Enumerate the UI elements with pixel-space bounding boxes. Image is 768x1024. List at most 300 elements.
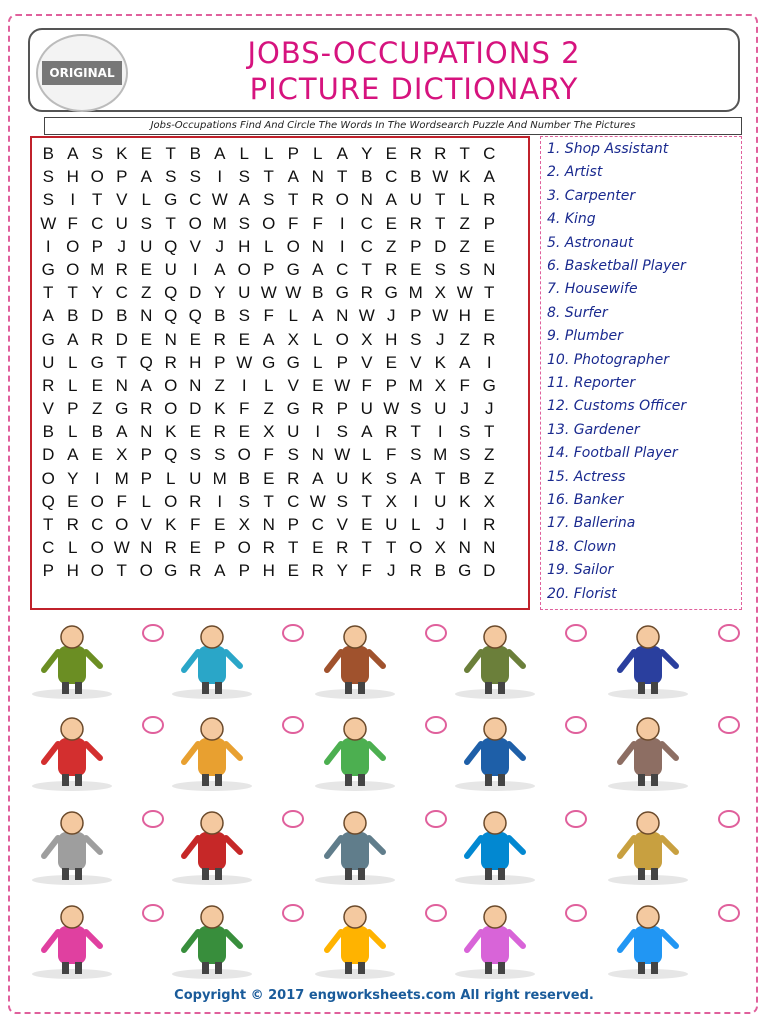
number-bubble[interactable] xyxy=(565,904,587,922)
number-bubble[interactable] xyxy=(142,624,164,642)
grid-letter[interactable]: C xyxy=(91,515,104,534)
grid-letter[interactable]: E xyxy=(287,561,299,581)
grid-letter[interactable]: G xyxy=(164,190,178,210)
grid-letter[interactable]: J xyxy=(436,329,445,349)
grid-letter[interactable]: E xyxy=(189,422,201,442)
grid-letter[interactable]: A xyxy=(287,167,299,187)
grid-letter[interactable]: V xyxy=(116,190,128,210)
grid-letter[interactable]: C xyxy=(311,515,324,534)
grid-letter[interactable]: V xyxy=(361,352,373,372)
grid-letter[interactable]: K xyxy=(361,468,373,488)
grid-letter[interactable]: R xyxy=(189,561,202,581)
grid-letter[interactable]: G xyxy=(286,352,300,372)
grid-letter[interactable]: T xyxy=(459,144,470,163)
grid-letter[interactable]: C xyxy=(91,213,104,233)
grid-letter[interactable]: A xyxy=(42,306,54,326)
grid-letter[interactable]: I xyxy=(217,491,223,511)
grid-letter[interactable]: T xyxy=(92,190,103,210)
grid-letter[interactable]: S xyxy=(189,167,201,187)
grid-letter[interactable]: O xyxy=(90,491,104,511)
grid-letter[interactable]: T xyxy=(361,538,372,558)
grid-letter[interactable]: Q xyxy=(41,491,55,511)
grid-letter[interactable]: R xyxy=(385,422,398,442)
grid-letter[interactable]: L xyxy=(68,422,78,442)
grid-letter[interactable]: X xyxy=(238,515,250,534)
grid-letter[interactable]: R xyxy=(483,190,496,210)
grid-letter[interactable]: L xyxy=(68,375,78,395)
grid-letter[interactable]: M xyxy=(212,213,227,233)
grid-letter[interactable]: R xyxy=(360,283,373,303)
grid-letter[interactable]: F xyxy=(361,561,372,581)
grid-letter[interactable]: L xyxy=(68,352,78,372)
grid-letter[interactable]: S xyxy=(410,399,422,419)
grid-letter[interactable]: K xyxy=(459,167,471,187)
grid-letter[interactable]: E xyxy=(67,491,79,511)
grid-letter[interactable]: W xyxy=(432,306,449,326)
grid-letter[interactable]: H xyxy=(238,236,251,256)
number-bubble[interactable] xyxy=(425,904,447,922)
grid-letter[interactable]: U xyxy=(360,399,373,419)
grid-letter[interactable]: R xyxy=(66,515,79,534)
grid-letter[interactable]: R xyxy=(434,144,447,163)
grid-letter[interactable]: L xyxy=(313,144,323,163)
grid-letter[interactable]: T xyxy=(337,167,348,187)
grid-letter[interactable]: T xyxy=(484,422,495,442)
grid-letter[interactable]: I xyxy=(486,352,492,372)
grid-letter[interactable]: R xyxy=(311,190,324,210)
grid-letter[interactable]: B xyxy=(410,167,422,187)
grid-letter[interactable]: R xyxy=(483,329,496,349)
grid-letter[interactable]: Z xyxy=(386,236,397,256)
grid-letter[interactable]: U xyxy=(140,236,153,256)
grid-letter[interactable]: U xyxy=(115,213,128,233)
grid-letter[interactable]: W xyxy=(456,283,473,303)
grid-letter[interactable]: O xyxy=(262,213,276,233)
grid-letter[interactable]: T xyxy=(288,538,299,558)
grid-letter[interactable]: E xyxy=(385,352,397,372)
grid-letter[interactable]: N xyxy=(164,329,177,349)
number-bubble[interactable] xyxy=(718,904,740,922)
grid-letter[interactable]: J xyxy=(215,236,224,256)
grid-letter[interactable]: X xyxy=(483,491,495,511)
grid-letter[interactable]: C xyxy=(287,491,300,511)
grid-letter[interactable]: F xyxy=(361,375,372,395)
grid-letter[interactable]: I xyxy=(315,422,321,442)
grid-letter[interactable]: W xyxy=(285,283,302,303)
grid-letter[interactable]: A xyxy=(67,144,79,163)
grid-letter[interactable]: G xyxy=(41,259,55,279)
grid-letter[interactable]: L xyxy=(264,375,274,395)
grid-letter[interactable]: R xyxy=(409,144,422,163)
grid-letter[interactable]: R xyxy=(213,329,226,349)
grid-letter[interactable]: S xyxy=(459,422,471,442)
grid-letter[interactable]: S xyxy=(410,329,422,349)
grid-letter[interactable]: E xyxy=(140,329,152,349)
grid-letter[interactable]: X xyxy=(385,491,397,511)
grid-letter[interactable]: B xyxy=(91,422,103,442)
grid-letter[interactable]: R xyxy=(311,399,324,419)
grid-letter[interactable]: L xyxy=(141,190,151,210)
grid-letter[interactable]: H xyxy=(66,167,79,187)
grid-letter[interactable]: S xyxy=(459,445,471,465)
grid-letter[interactable]: S xyxy=(214,445,226,465)
grid-letter[interactable]: B xyxy=(42,422,54,442)
grid-letter[interactable]: V xyxy=(287,375,299,395)
grid-letter[interactable]: U xyxy=(434,491,447,511)
grid-letter[interactable]: Q xyxy=(139,352,153,372)
grid-letter[interactable]: P xyxy=(116,167,128,187)
grid-letter[interactable]: F xyxy=(67,213,78,233)
grid-letter[interactable]: I xyxy=(70,190,76,210)
grid-letter[interactable]: C xyxy=(360,236,373,256)
grid-letter[interactable]: R xyxy=(115,259,128,279)
grid-letter[interactable]: P xyxy=(42,561,54,581)
grid-letter[interactable]: P xyxy=(91,236,103,256)
grid-letter[interactable]: O xyxy=(237,538,251,558)
grid-letter[interactable]: E xyxy=(91,375,103,395)
grid-letter[interactable]: A xyxy=(312,306,324,326)
grid-letter[interactable]: D xyxy=(434,236,447,256)
grid-letter[interactable]: D xyxy=(115,329,128,349)
grid-letter[interactable]: S xyxy=(434,259,446,279)
grid-letter[interactable]: O xyxy=(90,561,104,581)
grid-letter[interactable]: H xyxy=(385,329,398,349)
grid-letter[interactable]: S xyxy=(91,144,103,163)
grid-letter[interactable]: T xyxy=(435,468,446,488)
grid-letter[interactable]: O xyxy=(237,445,251,465)
grid-letter[interactable]: L xyxy=(362,445,372,465)
number-bubble[interactable] xyxy=(718,810,740,828)
grid-letter[interactable]: E xyxy=(189,538,201,558)
grid-letter[interactable]: G xyxy=(482,375,496,395)
grid-letter[interactable]: J xyxy=(387,561,396,581)
grid-letter[interactable]: N xyxy=(483,259,496,279)
grid-letter[interactable]: B xyxy=(434,561,446,581)
grid-letter[interactable]: G xyxy=(286,259,300,279)
grid-letter[interactable]: L xyxy=(313,329,323,349)
grid-letter[interactable]: B xyxy=(189,144,201,163)
grid-letter[interactable]: W xyxy=(358,306,375,326)
grid-letter[interactable]: Y xyxy=(361,144,373,163)
grid-letter[interactable]: Z xyxy=(459,329,470,349)
number-bubble[interactable] xyxy=(718,716,740,734)
grid-letter[interactable]: O xyxy=(286,236,300,256)
grid-letter[interactable]: M xyxy=(114,468,129,488)
grid-letter[interactable]: D xyxy=(189,399,202,419)
grid-letter[interactable]: A xyxy=(459,352,471,372)
grid-letter[interactable]: F xyxy=(190,515,201,534)
grid-letter[interactable]: T xyxy=(435,213,446,233)
grid-letter[interactable]: W xyxy=(113,538,130,558)
grid-letter[interactable]: G xyxy=(90,352,104,372)
grid-letter[interactable]: G xyxy=(384,283,398,303)
grid-letter[interactable]: B xyxy=(312,283,324,303)
grid-letter[interactable]: P xyxy=(287,515,299,534)
grid-letter[interactable]: O xyxy=(164,491,178,511)
grid-letter[interactable]: X xyxy=(116,445,128,465)
grid-letter[interactable]: B xyxy=(238,468,250,488)
grid-letter[interactable]: T xyxy=(43,515,54,534)
grid-letter[interactable]: O xyxy=(90,167,104,187)
grid-letter[interactable]: N xyxy=(262,515,275,534)
grid-letter[interactable]: Z xyxy=(92,399,103,419)
grid-letter[interactable]: I xyxy=(437,422,443,442)
grid-letter[interactable]: O xyxy=(164,375,178,395)
grid-letter[interactable]: E xyxy=(385,213,397,233)
grid-letter[interactable]: S xyxy=(459,259,471,279)
grid-letter[interactable]: H xyxy=(458,306,471,326)
grid-letter[interactable]: W xyxy=(432,167,449,187)
grid-letter[interactable]: C xyxy=(336,259,349,279)
grid-letter[interactable]: O xyxy=(335,329,349,349)
grid-letter[interactable]: V xyxy=(336,515,348,534)
grid-letter[interactable]: S xyxy=(385,468,397,488)
grid-letter[interactable]: L xyxy=(264,236,274,256)
grid-letter[interactable]: N xyxy=(336,306,349,326)
grid-letter[interactable]: L xyxy=(141,491,151,511)
grid-letter[interactable]: T xyxy=(43,283,54,303)
grid-letter[interactable]: E xyxy=(263,468,275,488)
grid-letter[interactable]: T xyxy=(165,144,176,163)
grid-letter[interactable]: A xyxy=(214,561,226,581)
number-bubble[interactable] xyxy=(142,904,164,922)
number-bubble[interactable] xyxy=(282,904,304,922)
grid-letter[interactable]: M xyxy=(212,468,227,488)
grid-letter[interactable]: V xyxy=(140,515,152,534)
grid-letter[interactable]: R xyxy=(385,259,398,279)
grid-letter[interactable]: E xyxy=(189,329,201,349)
grid-letter[interactable]: I xyxy=(462,515,468,534)
grid-letter[interactable]: N xyxy=(140,306,153,326)
grid-letter[interactable]: A xyxy=(116,422,128,442)
grid-letter[interactable]: I xyxy=(45,236,51,256)
number-bubble[interactable] xyxy=(425,716,447,734)
grid-letter[interactable]: R xyxy=(189,491,202,511)
grid-letter[interactable]: K xyxy=(116,144,128,163)
grid-letter[interactable]: L xyxy=(460,190,470,210)
grid-letter[interactable]: T xyxy=(263,167,274,187)
grid-letter[interactable]: Q xyxy=(188,306,202,326)
grid-letter[interactable]: Z xyxy=(484,445,495,465)
grid-letter[interactable]: C xyxy=(483,144,496,163)
grid-letter[interactable]: T xyxy=(263,491,274,511)
grid-letter[interactable]: B xyxy=(459,468,471,488)
grid-letter[interactable]: E xyxy=(312,538,324,558)
grid-letter[interactable]: U xyxy=(336,468,349,488)
grid-letter[interactable]: O xyxy=(237,259,251,279)
grid-letter[interactable]: E xyxy=(238,329,250,349)
number-bubble[interactable] xyxy=(425,810,447,828)
grid-letter[interactable]: T xyxy=(165,213,176,233)
grid-letter[interactable]: N xyxy=(458,538,471,558)
grid-letter[interactable]: F xyxy=(263,445,274,465)
grid-letter[interactable]: A xyxy=(238,190,250,210)
grid-letter[interactable]: E xyxy=(140,259,152,279)
number-bubble[interactable] xyxy=(282,624,304,642)
grid-letter[interactable]: O xyxy=(66,236,80,256)
grid-letter[interactable]: Z xyxy=(214,375,225,395)
grid-letter[interactable]: T xyxy=(361,491,372,511)
grid-letter[interactable]: Q xyxy=(164,283,178,303)
grid-letter[interactable]: Z xyxy=(263,399,274,419)
grid-letter[interactable]: F xyxy=(288,213,299,233)
grid-letter[interactable]: A xyxy=(67,445,79,465)
grid-letter[interactable]: T xyxy=(288,190,299,210)
grid-letter[interactable]: L xyxy=(166,468,176,488)
grid-letter[interactable]: B xyxy=(67,306,79,326)
grid-letter[interactable]: X xyxy=(361,329,373,349)
grid-letter[interactable]: F xyxy=(459,375,470,395)
grid-letter[interactable]: P xyxy=(238,561,250,581)
grid-letter[interactable]: L xyxy=(264,144,274,163)
grid-letter[interactable]: N xyxy=(189,375,202,395)
grid-letter[interactable]: R xyxy=(409,561,422,581)
grid-letter[interactable]: L xyxy=(68,538,78,558)
grid-letter[interactable]: S xyxy=(287,445,299,465)
grid-letter[interactable]: R xyxy=(409,213,422,233)
grid-letter[interactable]: G xyxy=(164,561,178,581)
grid-letter[interactable]: R xyxy=(42,375,55,395)
grid-letter[interactable]: T xyxy=(116,352,127,372)
grid-letter[interactable]: R xyxy=(164,352,177,372)
grid-letter[interactable]: F xyxy=(239,399,250,419)
grid-letter[interactable]: S xyxy=(42,190,54,210)
grid-letter[interactable]: V xyxy=(410,352,422,372)
grid-letter[interactable]: E xyxy=(483,306,495,326)
number-bubble[interactable] xyxy=(282,810,304,828)
grid-letter[interactable]: A xyxy=(361,422,373,442)
grid-letter[interactable]: C xyxy=(189,190,202,210)
grid-letter[interactable]: J xyxy=(485,399,494,419)
number-bubble[interactable] xyxy=(718,624,740,642)
grid-letter[interactable]: B xyxy=(42,144,54,163)
grid-letter[interactable]: S xyxy=(165,167,177,187)
grid-letter[interactable]: W xyxy=(383,399,400,419)
grid-letter[interactable]: S xyxy=(410,445,422,465)
grid-letter[interactable]: A xyxy=(410,468,422,488)
grid-letter[interactable]: S xyxy=(336,491,348,511)
grid-letter[interactable]: C xyxy=(360,213,373,233)
grid-letter[interactable]: P xyxy=(140,445,152,465)
grid-letter[interactable]: S xyxy=(336,422,348,442)
grid-letter[interactable]: K xyxy=(434,352,446,372)
grid-letter[interactable]: O xyxy=(335,190,349,210)
grid-letter[interactable]: N xyxy=(140,422,153,442)
grid-letter[interactable]: M xyxy=(433,445,448,465)
grid-letter[interactable]: F xyxy=(386,445,397,465)
grid-letter[interactable]: O xyxy=(41,468,55,488)
grid-letter[interactable]: A xyxy=(385,190,397,210)
grid-letter[interactable]: I xyxy=(339,213,345,233)
grid-letter[interactable]: E xyxy=(361,515,373,534)
grid-letter[interactable]: R xyxy=(164,538,177,558)
grid-letter[interactable]: A xyxy=(140,375,152,395)
grid-letter[interactable]: S xyxy=(140,213,152,233)
number-bubble[interactable] xyxy=(565,624,587,642)
grid-letter[interactable]: N xyxy=(311,445,324,465)
grid-letter[interactable]: G xyxy=(262,352,276,372)
grid-letter[interactable]: W xyxy=(309,491,326,511)
grid-letter[interactable]: I xyxy=(339,236,345,256)
grid-letter[interactable]: H xyxy=(262,561,275,581)
grid-letter[interactable]: R xyxy=(140,399,153,419)
grid-letter[interactable]: T xyxy=(410,422,421,442)
grid-letter[interactable]: R xyxy=(213,422,226,442)
grid-letter[interactable]: O xyxy=(409,538,423,558)
grid-letter[interactable]: W xyxy=(40,213,57,233)
grid-letter[interactable]: L xyxy=(411,515,421,534)
grid-letter[interactable]: Q xyxy=(164,306,178,326)
grid-letter[interactable]: J xyxy=(387,306,396,326)
grid-letter[interactable]: P xyxy=(214,538,226,558)
grid-letter[interactable]: A xyxy=(214,144,226,163)
grid-letter[interactable]: X xyxy=(263,422,275,442)
grid-letter[interactable]: U xyxy=(42,352,55,372)
grid-letter[interactable]: P xyxy=(385,375,397,395)
grid-letter[interactable]: E xyxy=(214,515,226,534)
grid-letter[interactable]: T xyxy=(484,283,495,303)
grid-letter[interactable]: P xyxy=(263,259,275,279)
grid-letter[interactable]: Z xyxy=(459,213,470,233)
grid-letter[interactable]: N xyxy=(311,167,324,187)
grid-letter[interactable]: E xyxy=(140,144,152,163)
grid-letter[interactable]: X xyxy=(434,375,446,395)
grid-letter[interactable]: M xyxy=(90,259,105,279)
grid-letter[interactable]: X xyxy=(287,329,299,349)
grid-letter[interactable]: A xyxy=(140,167,152,187)
grid-letter[interactable]: B xyxy=(116,306,128,326)
grid-letter[interactable]: A xyxy=(312,259,324,279)
grid-letter[interactable]: N xyxy=(360,190,373,210)
grid-letter[interactable]: E xyxy=(483,236,495,256)
grid-letter[interactable]: P xyxy=(287,144,299,163)
grid-letter[interactable]: L xyxy=(288,306,298,326)
grid-letter[interactable]: U xyxy=(238,283,251,303)
grid-letter[interactable]: C xyxy=(42,538,55,558)
grid-letter[interactable]: K xyxy=(214,399,226,419)
grid-letter[interactable]: B xyxy=(214,306,226,326)
grid-letter[interactable]: Y xyxy=(336,561,348,581)
grid-letter[interactable]: M xyxy=(408,375,423,395)
grid-letter[interactable]: P xyxy=(214,352,226,372)
grid-letter[interactable]: A xyxy=(214,259,226,279)
grid-letter[interactable]: D xyxy=(42,445,55,465)
grid-letter[interactable]: P xyxy=(483,213,495,233)
grid-letter[interactable]: C xyxy=(115,283,128,303)
grid-letter[interactable]: G xyxy=(458,561,472,581)
grid-letter[interactable]: U xyxy=(385,515,398,534)
grid-letter[interactable]: U xyxy=(164,259,177,279)
grid-letter[interactable]: M xyxy=(408,283,423,303)
grid-letter[interactable]: S xyxy=(238,306,250,326)
grid-letter[interactable]: S xyxy=(263,190,275,210)
grid-letter[interactable]: R xyxy=(483,515,496,534)
grid-letter[interactable]: K xyxy=(165,422,177,442)
grid-letter[interactable]: I xyxy=(217,167,223,187)
grid-letter[interactable]: W xyxy=(334,445,351,465)
grid-letter[interactable]: X xyxy=(434,283,446,303)
grid-letter[interactable]: P xyxy=(336,399,348,419)
grid-letter[interactable]: H xyxy=(189,352,202,372)
grid-letter[interactable]: W xyxy=(211,190,228,210)
grid-letter[interactable]: N xyxy=(115,375,128,395)
grid-letter[interactable]: F xyxy=(263,306,274,326)
grid-letter[interactable]: L xyxy=(239,144,249,163)
grid-letter[interactable]: S xyxy=(42,167,54,187)
grid-letter[interactable]: G xyxy=(335,283,349,303)
grid-letter[interactable]: O xyxy=(139,561,153,581)
grid-letter[interactable]: O xyxy=(164,399,178,419)
